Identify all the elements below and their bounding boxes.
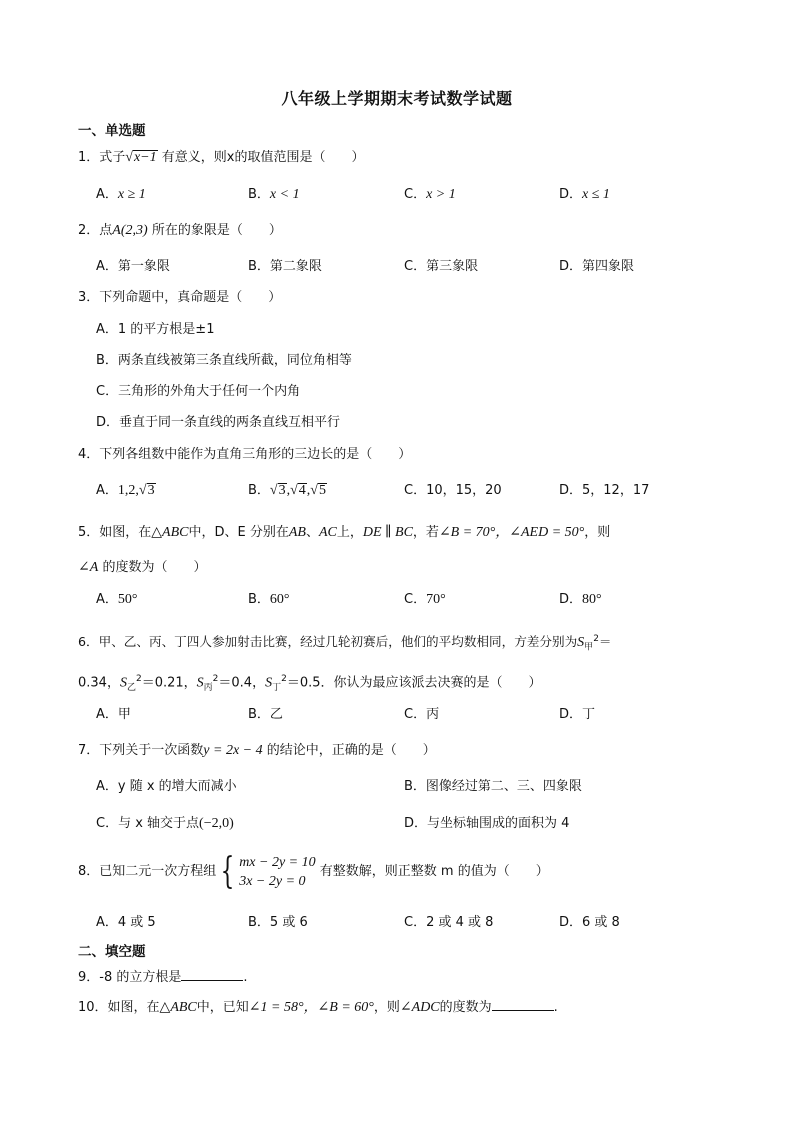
q8-option-d[interactable]: D．6 或 8	[559, 915, 620, 930]
q8-stem-suffix: 有整数解，则正整数 m 的值为（ ）	[319, 864, 549, 879]
q8-equation-2: 3x − 2y = 0	[239, 873, 306, 889]
q3-option-b[interactable]: B．两条直线被第三条直线所截，同位角相等	[96, 353, 352, 368]
q5-option-a[interactable]	[96, 591, 138, 609]
q5-parallel: DE ∥ BC	[362, 525, 413, 540]
q7-option-c[interactable]	[96, 815, 234, 833]
q5-segment-ab: AB	[288, 525, 306, 540]
q5-option-b-value: 60°	[269, 592, 290, 607]
q4-option-c[interactable]: C．10，15，20	[404, 483, 502, 498]
q1-stem-suffix: 有意义，则x的取值范围是（ ）	[161, 150, 365, 165]
q10-angle-adc: ∠ADC	[399, 1000, 440, 1015]
q10-text-1: 10．如图，在	[78, 1000, 160, 1015]
q6-option-d[interactable]: D．丁	[559, 707, 596, 722]
q5-text-2: 中，D、E 分别在	[188, 525, 289, 540]
q1-option-d[interactable]	[559, 186, 610, 204]
section-heading-fill-in: 二、填空题	[78, 944, 146, 960]
q9-period: .	[243, 970, 248, 985]
q5-option-c-value: 70°	[426, 592, 446, 607]
q7-option-c-point: (−2,0)	[199, 816, 234, 831]
q8-equation-system	[239, 853, 315, 891]
q10-text-2: 中，已知	[196, 1000, 249, 1015]
q5-text-6: ，则	[584, 525, 611, 540]
q10-text-4: 的度数为	[439, 1000, 492, 1015]
q6-option-c[interactable]: C．丙	[404, 707, 440, 722]
question-6	[78, 630, 612, 657]
q5-option-a-label: A．	[96, 592, 118, 607]
q6-option-a[interactable]: A．甲	[96, 707, 131, 722]
q2-option-a[interactable]: A．第一象限	[96, 259, 170, 274]
q7-stem-prefix: 7．下列关于一次函数	[78, 743, 204, 758]
q6-sub-bing: 丙	[203, 682, 213, 693]
q5-segment-ac: AC	[318, 525, 337, 540]
q7-option-a[interactable]: A．y 随 x 的增大而减小	[96, 779, 237, 794]
q6-s-yi: S	[119, 675, 127, 691]
q5-triangle: △ABC	[151, 525, 189, 540]
q6-option-b[interactable]: B．乙	[248, 707, 283, 722]
q4-option-b-label: B．	[248, 483, 270, 498]
q4-option-a[interactable]: A．1,2,√3	[96, 483, 155, 498]
q8-system-brace: {	[220, 850, 235, 892]
q4-option-a-label: A．	[96, 483, 118, 498]
q9-stem: 9．-8 的立方根是	[78, 970, 182, 985]
q10-angles: ∠1 = 58°，∠B = 60°	[248, 1000, 374, 1015]
q2-option-d[interactable]: D．第四象限	[559, 259, 635, 274]
q5-text-5: ，若	[412, 525, 439, 540]
q8-option-b[interactable]: B．5 或 6	[248, 915, 308, 930]
q4-option-a-nums: 1,2,	[117, 483, 139, 498]
q2-option-c[interactable]: C．第三象限	[404, 259, 479, 274]
q8-stem-prefix: 8．已知二元一次方程组	[78, 864, 217, 879]
q6-s-jia: S	[577, 635, 585, 651]
q5-text-7: 的度数为（ ）	[102, 560, 207, 575]
q5-option-c-label: C．	[404, 592, 427, 607]
q4-option-d[interactable]: D．5，12，17	[559, 483, 650, 498]
q6-sub-jia: 甲	[584, 642, 594, 653]
q2-option-b[interactable]: B．第二象限	[248, 259, 322, 274]
q1-option-c-label: C．	[404, 187, 427, 202]
q6-value-bing: ＝0.4，	[218, 675, 266, 691]
question-8	[78, 852, 549, 892]
q1-option-a[interactable]	[96, 186, 146, 204]
question-5	[78, 524, 610, 542]
section-heading-single-choice: 一、单选题	[78, 123, 146, 139]
q4-option-a-radicand: 3	[147, 483, 155, 498]
q7-function: y = 2x − 4	[203, 743, 263, 758]
q1-option-d-math: x ≤ 1	[582, 187, 610, 202]
q2-stem-suffix: 所在的象限是（ ）	[151, 223, 282, 238]
question-5-line-2	[78, 559, 206, 577]
q3-option-d[interactable]: D．垂直于同一条直线的两条直线互相平行	[96, 415, 341, 430]
q1-radicand: x−1	[133, 150, 157, 165]
q3-option-a[interactable]: A．1 的平方根是±1	[96, 322, 215, 337]
q4-option-b-radicand-3: 5	[318, 483, 326, 498]
q7-stem-suffix: 的结论中，正确的是（ ）	[266, 743, 436, 758]
q7-option-d[interactable]: D．与坐标轴围成的面积为 4	[404, 816, 570, 831]
question-2	[78, 222, 282, 240]
question-3: 3．下列命题中，真命题是（ ）	[78, 290, 282, 305]
q10-triangle: △ABC	[159, 1000, 197, 1015]
q6-sup-yi: 2	[135, 674, 142, 684]
question-10	[78, 998, 558, 1017]
q2-point: A(2,3)	[112, 223, 148, 238]
q6-value-ding: ＝0.5．你认为最应该派去决赛的是（ ）	[286, 675, 542, 691]
q1-option-a-math: x ≥ 1	[117, 187, 146, 202]
page-title: 八年级上学期期末考试数学试题	[281, 89, 513, 108]
q6-sup-jia: 2	[593, 634, 599, 644]
q7-option-c-text: C．与 x 轴交于点	[96, 816, 200, 831]
q5-text-3: 、	[305, 525, 319, 540]
q6-text-1: 6．甲、乙、丙、丁四人参加射击比赛，经过几轮初赛后，他们的平均数相同，方差分别为	[78, 634, 578, 650]
q5-option-a-value: 50°	[117, 592, 138, 607]
q6-eq-1: ＝	[598, 634, 612, 650]
q10-answer-blank[interactable]	[492, 998, 554, 1011]
q4-option-b-radicand-2: 4	[298, 483, 306, 498]
q2-stem-prefix: 2．点	[78, 223, 113, 238]
question-6-line-2	[78, 670, 542, 697]
q8-option-a[interactable]: A．4 或 5	[96, 915, 156, 930]
q10-text-3: ，则	[373, 1000, 400, 1015]
q7-option-b[interactable]: B．图像经过第二、三、四象限	[404, 779, 582, 794]
q5-option-d-value: 80°	[582, 592, 602, 607]
question-4: 4．下列各组数中能作为直角三角形的三边长的是（ ）	[78, 447, 412, 462]
q6-value-yi: ＝0.21，	[141, 675, 197, 691]
q5-option-c[interactable]	[404, 591, 446, 609]
question-9	[78, 968, 248, 987]
q3-option-c[interactable]: C．三角形的外角大于任何一个内角	[96, 384, 301, 399]
question-7	[78, 742, 436, 760]
q6-s-ding: S	[265, 675, 273, 691]
question-1: 1．式子√x−1 有意义，则x的取值范围是（ ）	[78, 150, 365, 165]
q5-option-b[interactable]	[248, 591, 290, 609]
q5-option-d[interactable]	[559, 591, 602, 609]
q4-option-b[interactable]: B．√3,√4,√5	[248, 483, 326, 498]
q6-s-bing: S	[196, 675, 204, 691]
q6-sup-ding: 2	[281, 674, 287, 684]
q6-sub-ding: 丁	[272, 682, 282, 693]
q5-angles: ∠B = 70°，∠AED = 50°	[438, 525, 585, 540]
q5-text-1: 5．如图，在	[78, 525, 152, 540]
q5-option-b-label: B．	[248, 592, 270, 607]
q1-option-b-label: B．	[248, 187, 270, 202]
q1-option-b[interactable]	[248, 186, 300, 204]
q5-angle-a: ∠A	[78, 560, 99, 575]
q4-option-b-radicand-1: 3	[278, 483, 286, 498]
q1-option-b-math: x < 1	[269, 187, 300, 202]
q1-option-c-math: x > 1	[426, 187, 456, 202]
q1-stem-prefix: 1．式子	[78, 150, 126, 165]
q5-option-d-label: D．	[559, 592, 583, 607]
q9-answer-blank[interactable]	[181, 968, 243, 981]
q6-sup-bing: 2	[212, 674, 219, 684]
q1-option-d-label: D．	[559, 187, 583, 202]
q5-text-4: 上，	[336, 525, 363, 540]
q1-option-c[interactable]	[404, 186, 456, 204]
q10-period: .	[553, 1000, 558, 1015]
q8-option-c[interactable]: C．2 或 4 或 8	[404, 915, 494, 930]
q6-value-jia: 0.34，	[78, 675, 120, 691]
q1-option-a-label: A．	[96, 187, 118, 202]
q6-sub-yi: 乙	[126, 682, 136, 693]
q8-equation-1: mx − 2y = 10	[239, 854, 316, 870]
